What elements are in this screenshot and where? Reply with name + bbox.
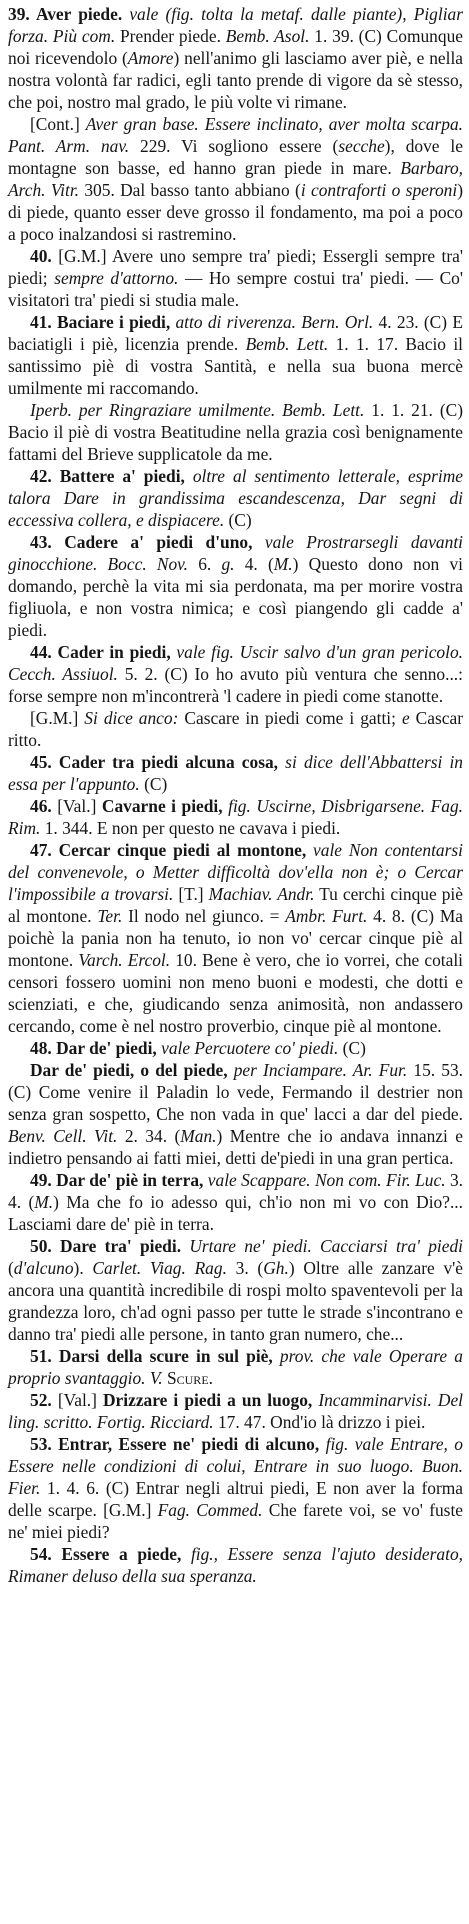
entry-number: 44.	[30, 642, 58, 662]
entry-text: ).	[73, 1258, 93, 1278]
entry-italic-text: fig. vale Entrare, o Essere nelle condizioni di colui, Entrare in suo luogo. Buon. Fier.	[8, 1434, 463, 1498]
dictionary-entry-e45	[8, 751, 463, 795]
entry-italic-text: vale Non contentarsi del convenevole, o Metter difficoltà dov'ella non è; o Cercar l'impossibile a trovarsi.	[8, 840, 463, 904]
dictionary-entry-e52	[8, 1389, 463, 1433]
entry-italic-text: Si dice anco:	[84, 708, 179, 728]
entry-text: (C)	[139, 774, 168, 794]
entry-italic-text: Barbaro, Arch. Vitr.	[8, 158, 463, 200]
entry-headword: Cader tra piedi alcuna cosa,	[58, 752, 279, 772]
entry-number: 41.	[30, 312, 58, 332]
entry-headword: Cader in piedi,	[57, 642, 171, 662]
entry-text: 17. 47. Ond'io là drizzo i piei.	[213, 1412, 426, 1432]
entry-text: Il nodo nel giunco. =	[122, 906, 286, 926]
entry-text: [Cont.]	[30, 114, 86, 134]
entry-italic-text: Fag. Commed.	[157, 1500, 263, 1520]
entry-number: 39.	[8, 4, 36, 24]
entry-headword: Entrar, Essere ne' piedi di alcuno,	[58, 1434, 320, 1454]
entry-italic-text: M.	[273, 554, 293, 574]
entry-italic-text: prov. che vale Operare a proprio svantaggio. V.	[8, 1346, 463, 1388]
entry-number: 52.	[30, 1390, 58, 1410]
entry-headword: Essere a piede,	[61, 1544, 182, 1564]
entry-text: Cascare in piedi come i gatti;	[178, 708, 402, 728]
entry-text: 1. 344. E non per questo ne cavava i piedi.	[40, 818, 341, 838]
entry-italic-text: Machiav. Andr.	[208, 884, 315, 904]
entry-number: 47.	[30, 840, 59, 860]
entry-text: 3. (	[226, 1258, 264, 1278]
entry-text: ), dove le montagne son basse, ed hanno gran piede in mare.	[8, 136, 463, 178]
entry-italic-text: vale Scappare. Non com. Fir. Luc.	[203, 1170, 446, 1190]
entry-text: (C)	[224, 510, 252, 530]
entry-number: 46.	[30, 796, 58, 816]
entry-headword: Baciare i piedi,	[57, 312, 171, 332]
entry-italic-text: Iperb. per Ringraziare umilmente. Bemb. Lett.	[30, 400, 365, 420]
entry-italic-text: vale fig. Uscir salvo d'un gran pericolo. Cecch. Assiuol.	[8, 642, 464, 684]
dictionary-entry-e44	[8, 641, 463, 707]
entry-headword: Drizzare i piedi a un luogo,	[103, 1390, 313, 1410]
dictionary-entry-e39-cont	[8, 113, 463, 245]
entry-text: 4. 8. (C) Ma poichè la pania non ha tenuto, io non vo' cercar cinque piè al montone.	[8, 906, 463, 970]
entry-headword: Dar de' piedi,	[56, 1038, 157, 1058]
entry-text: ) Questo dono non vi domando, perchè la vita mi sia perdonata, ma per morire vostra figliuola, e non vostra nimica; e così piangendo gli cadde a' piedi.	[8, 554, 463, 640]
entry-text: [Val.]	[57, 1390, 103, 1410]
entry-headword: Aver piede.	[35, 4, 123, 24]
entry-headword: Dare tra' piedi.	[60, 1236, 182, 1256]
dictionary-entry-e54	[8, 1543, 463, 1587]
entry-text: ) Ma che fo io adesso qui, ch'io non mi vo con Dio?... Lasciami dare de' piè in terra.	[8, 1192, 463, 1234]
entry-text: Tu cerchi cinque piè al montone.	[8, 884, 463, 926]
entry-italic-text: secche	[338, 136, 385, 156]
entry-number: 50.	[30, 1236, 61, 1256]
entry-number: 45.	[30, 752, 59, 772]
entry-italic-text: vale Percuotere co' piedi.	[156, 1038, 339, 1058]
entry-text: ) Oltre alle zanzare v'è ancora una quantità incredibile di rospi molto spaventevoli per la grandezza loro, ch'ad ogni passo per tutte le strade s'incontrano e danno tra' piedi alle persone, in tanto gran numero, che...	[8, 1258, 463, 1344]
entry-text: ) nell'animo gli lasciamo aver piè, e nella nostra volontà far radici, egli tanto prende di vigore da sè stesso, che poi, nostro mal grado, le più volte vi rimane.	[8, 48, 464, 112]
entry-text: 3. 4. (	[8, 1170, 463, 1212]
dictionary-entry-e48-cont	[8, 1059, 463, 1169]
entry-italic-text: d'alcuno	[13, 1258, 74, 1278]
entry-headword: Cavarne i piedi,	[101, 796, 223, 816]
dictionary-entry-e41-cont	[8, 399, 463, 465]
dictionary-entry-e51	[8, 1345, 463, 1389]
dictionary-entry-e48	[8, 1037, 463, 1059]
entry-text: ) di piede, quanto esser deve grosso il fondamento, ma poi a poco a poco inalzandosi si rastremino.	[8, 180, 464, 244]
entry-text: Cascar ritto.	[8, 708, 463, 750]
entry-number: 43.	[30, 532, 65, 552]
entry-headword: Battere a' piedi,	[59, 466, 185, 486]
entry-italic-text: Aver gran base. Essere inclinato, aver molta scarpa. Pant. Arm. nav.	[8, 114, 463, 156]
entry-text: [Val.]	[57, 796, 102, 816]
entry-text: Che farete voi, se vo' fuste ne' miei piedi?	[8, 1500, 463, 1542]
entry-number: 42.	[30, 466, 60, 486]
entry-text: [G.M.] Avere uno sempre tra' piedi; Essergli sempre tra' piedi;	[8, 246, 463, 288]
entry-text: 1. 39. (C) Comunque noi ricevendolo (	[8, 26, 463, 68]
entry-text: 305. Dal basso tanto abbiano (	[79, 180, 301, 200]
entry-number: 53.	[30, 1434, 59, 1454]
entry-headword: Darsi della scure in sul piè,	[58, 1346, 273, 1366]
entry-text: 10. Bene è vero, che io vorrei, che cotali censori fossero uomini non meno buoni e modesti, che dotti e scienziati, e che, giudicando senza animosità, non andassero cercando, come è nel nostro proverbio, cinque piè al montone.	[8, 950, 463, 1036]
entry-italic-text: sempre d'attorno.	[54, 268, 179, 288]
entry-italic-text: i contraforti o speroni	[300, 180, 458, 200]
entry-text: 1. 1. 21. (C) Bacio il piè di vostra Beatitudine nella grazia così benignamente fattami del Brieve supplicatole da me.	[8, 400, 463, 464]
dictionary-entry-e41	[8, 311, 463, 399]
entry-italic-text: Bemb. Lett.	[245, 334, 329, 354]
entry-text: Prender piede.	[120, 26, 226, 46]
entry-italic-text: si dice dell'Abbattersi in essa per l'appunto.	[8, 752, 463, 794]
entry-headword: Cadere a' piedi d'uno,	[64, 532, 253, 552]
entry-italic-text: Ambr. Furt.	[285, 906, 368, 926]
dictionary-entry-e42	[8, 465, 463, 531]
entry-headword: Dar de' piedi, o del piede,	[30, 1060, 228, 1080]
entry-italic-text: atto di riverenza. Bern. Orl.	[170, 312, 374, 332]
entry-italic-text: fig., Essere senza l'ajuto desiderato, Rimaner deluso della sua speranza.	[8, 1544, 463, 1586]
entry-text: [G.M.]	[30, 708, 85, 728]
entry-text: — Ho sempre costui tra' piedi. — Co' visitatori tra' piedi si studia male.	[8, 268, 464, 310]
dictionary-entry-e39	[8, 3, 463, 113]
entry-headword: Cercar cinque piedi al montone,	[58, 840, 307, 860]
entry-italic-text: e	[401, 708, 410, 728]
entry-italic-text: per Inciampare. Ar. Fur.	[227, 1060, 408, 1080]
entry-text: 229. Vi sogliono essere (	[129, 136, 339, 156]
entry-number: 48.	[30, 1038, 57, 1058]
entry-text: 4. 23. (C) E baciatigli i piè, licenzia prende.	[8, 312, 463, 354]
entry-italic-text: Benv. Cell. Vit.	[8, 1126, 118, 1146]
entry-number: 51.	[30, 1346, 59, 1366]
entry-italic-text: g.	[221, 554, 235, 574]
entry-headword: Dar de' piè in terra,	[56, 1170, 204, 1190]
dictionary-entry-e44-cont	[8, 707, 463, 751]
dictionary-entry-e53	[8, 1433, 463, 1543]
dictionary-entry-e50	[8, 1235, 463, 1345]
entry-italic-text: Amore	[127, 48, 174, 68]
entry-text: 4. (	[234, 554, 274, 574]
entry-italic-text: vale (fig. tolta la metaf. dalle piante), Pigliar forza. Più com.	[8, 4, 463, 46]
entry-text: 2. 34. (	[117, 1126, 181, 1146]
entry-italic-text: Urtare ne' piedi. Cacciarsi tra' piedi	[181, 1236, 464, 1256]
entry-text: .	[208, 1368, 214, 1388]
entry-italic-text: Man.	[180, 1126, 217, 1146]
entry-text: [T.]	[173, 884, 209, 904]
entry-text: 15. 53. (C) Come venire il Paladin lo vede, Fermando il destrier non senza gran sospetto, Che non vada in que' lacci a dar del piede.	[8, 1060, 464, 1124]
entry-italic-text: fig. Uscirne, Disbrigarsene. Fag. Rim.	[8, 796, 464, 838]
entry-number: 49.	[30, 1170, 57, 1190]
entry-italic-text: vale Prostrarsegli davanti ginocchione. Bocc. Nov.	[8, 532, 463, 574]
dictionary-entry-e43	[8, 531, 463, 641]
entry-text: 1. 4. 6. (C) Entrar negli altrui piedi, E non aver la forma delle scarpe. [G.M.]	[8, 1478, 463, 1520]
entry-number: 54.	[30, 1544, 62, 1564]
entry-text: (	[8, 1258, 14, 1278]
entry-italic-text: Varch. Ercol.	[78, 950, 171, 970]
entry-smallcaps-text: Scure	[166, 1368, 209, 1388]
entry-text: 1. 1. 17. Bacio il santissimo piè di vostra Santità, e nella sua buona mercè umilmente mi raccomando.	[8, 334, 463, 398]
entry-italic-text: Ter.	[97, 906, 123, 926]
entry-italic-text: Carlet. Viag. Rag.	[92, 1258, 227, 1278]
entry-italic-text: Incamminarvisi. Del ling. scritto. Fortig. Ricciard.	[8, 1390, 464, 1432]
dictionary-entry-e49	[8, 1169, 463, 1235]
entry-text: 5. 2. (C) Io ho avuto più ventura che senno...: forse sempre non m'incontrerà 'l cadere in piedi come stanotte.	[8, 664, 463, 706]
entry-italic-text: Bemb. Asol.	[225, 26, 310, 46]
entry-italic-text: oltre al sentimento letterale, esprime talora Dare in grandissima escandescenza, Dar segni di eccessiva collera, e dispiacere.	[8, 466, 464, 530]
entry-text: 6.	[187, 554, 222, 574]
entry-italic-text: Gh.	[263, 1258, 289, 1278]
entry-text: (C)	[338, 1038, 366, 1058]
entry-italic-text: M.	[34, 1192, 54, 1212]
dictionary-entry-e40	[8, 245, 463, 311]
entry-text: ) Mentre che io andava innanzi e indietro pensando ai fatti miei, detti de'piedi in una gran pertica.	[8, 1126, 463, 1168]
dictionary-entry-e47	[8, 839, 463, 1037]
entry-number: 40.	[30, 246, 59, 266]
dictionary-entry-e46	[8, 795, 463, 839]
